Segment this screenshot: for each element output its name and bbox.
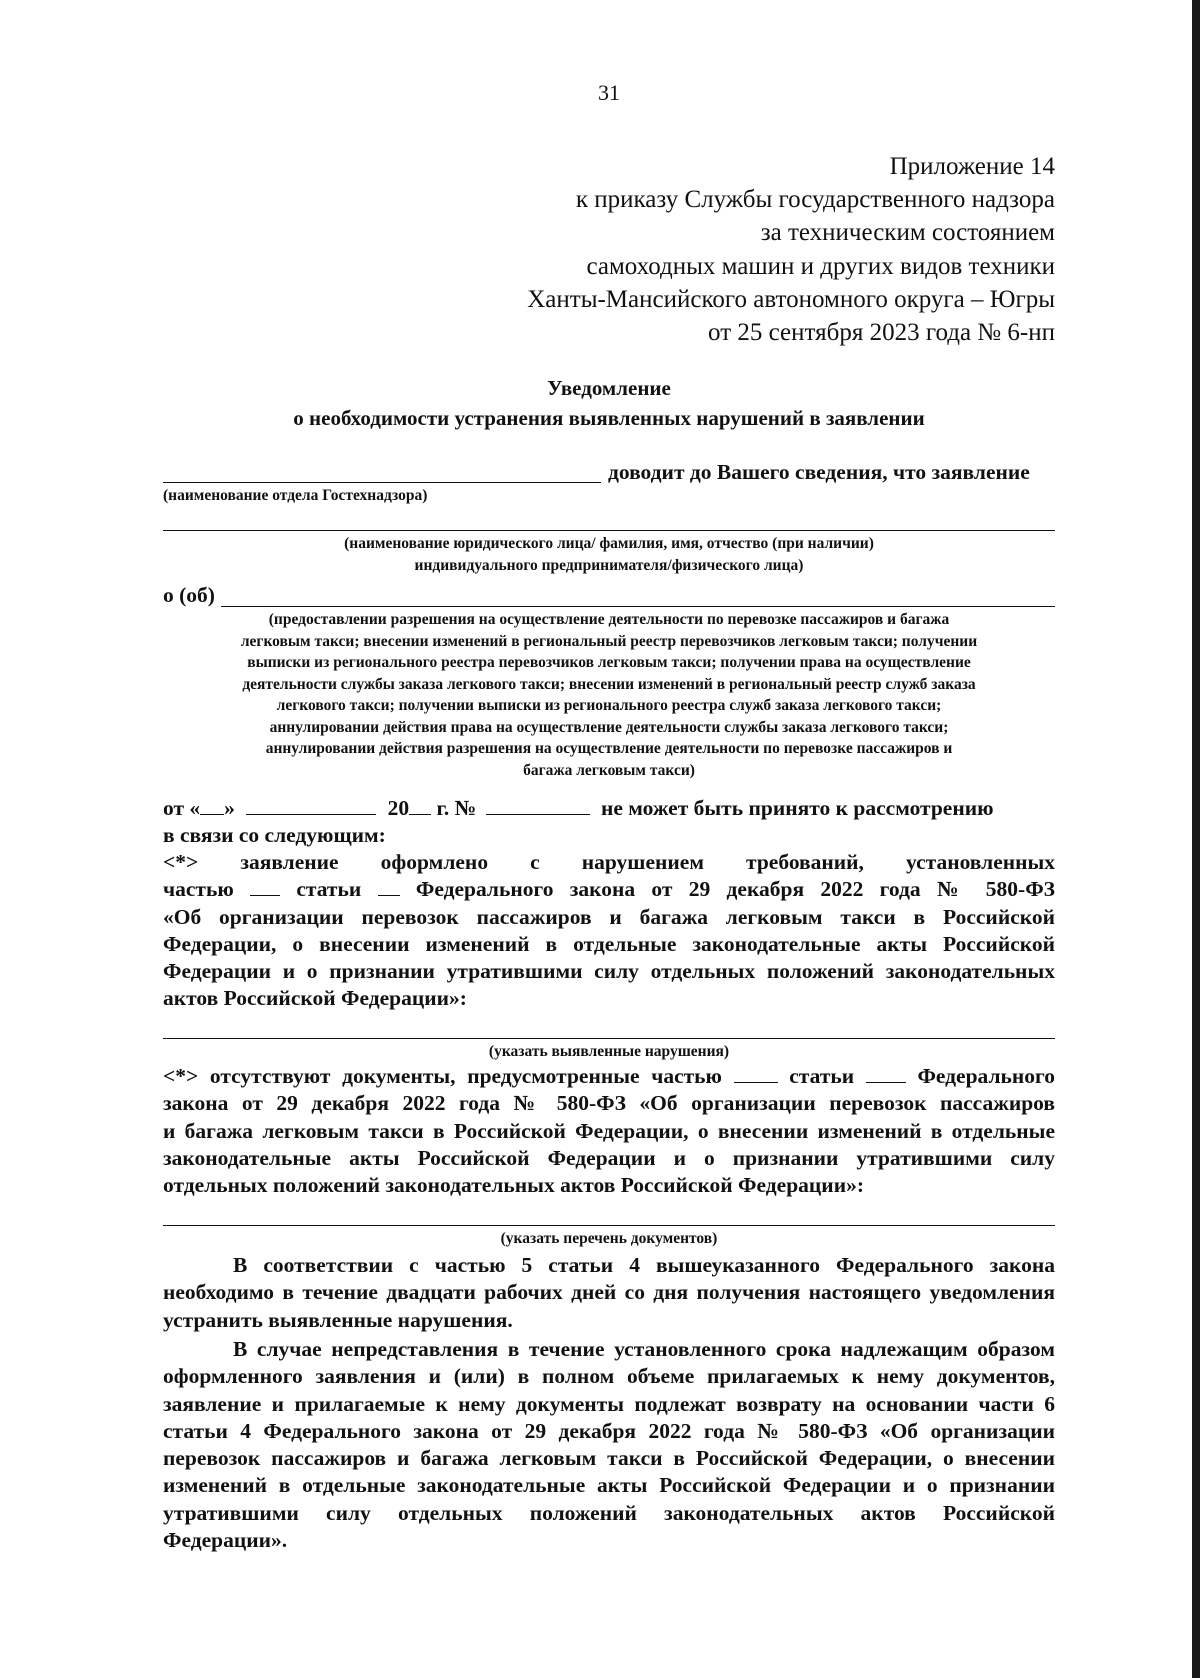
appendix-line: от 25 сентября 2023 года № 6-нп xyxy=(708,319,1055,347)
title-line: о необходимости устранения выявленных нарушений в заявлении xyxy=(293,406,925,430)
appendix-header xyxy=(355,150,1055,349)
part-blank xyxy=(734,1064,778,1083)
return-line-7: утратившими силу отдельных положений законодательных актов Российской xyxy=(163,1500,1055,1525)
return-paragraph xyxy=(163,1336,1055,1554)
return-line-2: оформленного заявления и (или) в полном объеме прилагаемых к нему документов, xyxy=(163,1364,1055,1389)
missing-docs-prefix: <*> отсутствуют документы, предусмотренные частью xyxy=(163,1064,722,1088)
year-blank xyxy=(409,796,431,815)
word: нарушением xyxy=(581,850,704,874)
missing-docs-line-4: законодательные акты Российской Федерации и о признании утратившими силу xyxy=(163,1145,1055,1170)
return-line-5: перевозок пассажиров и багажа легковым такси в Российской Федерации, о внесении xyxy=(163,1446,1055,1471)
appendix-line: самоходных машин и других видов техники xyxy=(586,252,1055,280)
documents-blank xyxy=(163,1225,1055,1226)
violation-line-5: Федерации и о признании утратившими силу отдельных положений законодательных xyxy=(163,959,1055,984)
document-title xyxy=(163,373,1055,433)
dept-name-blank xyxy=(163,482,601,483)
law-word: Федерального xyxy=(917,1064,1055,1088)
applicant-name-blank xyxy=(163,530,1055,531)
number-label: г. № xyxy=(436,796,477,820)
part-blank xyxy=(250,877,280,896)
title-line: Уведомление xyxy=(547,376,671,400)
subject-caption-line: легковым такси; внесении изменений в региональный реестр перевозчиков легковым такси; получении xyxy=(240,632,978,650)
word: <*> xyxy=(163,850,199,874)
article-word: статьи xyxy=(789,1064,855,1088)
missing-docs-line-5: отдельных положений законодательных актов Российской Федерации»: xyxy=(163,1173,864,1198)
violation-line-1 xyxy=(163,849,1055,876)
word: оформлено xyxy=(380,850,489,874)
subject-caption-line: багажа легковым такси) xyxy=(523,761,695,779)
term-line-3: устранить выявленные нарушения. xyxy=(163,1307,513,1332)
date-line xyxy=(163,795,1055,822)
subject-caption-line: аннулировании действия права на осуществление деятельности службы заказа легкового такси; xyxy=(269,718,949,736)
appendix-line: Ханты-Мансийского автономного округа – Югры xyxy=(527,285,1055,313)
month-blank xyxy=(246,796,376,815)
about-prefix: о (об) xyxy=(163,583,215,607)
article-word: статьи xyxy=(296,877,362,902)
law-reference: Федерального закона от 29 декабря 2022 года № 580-ФЗ xyxy=(415,877,1055,902)
missing-docs-line-2: закона от 29 декабря 2022 года № 580-ФЗ «Об организации перевозок пассажиров xyxy=(163,1091,1055,1116)
return-line-6: изменений в отдельные законодательные акты Российской Федерации и о признании xyxy=(163,1473,1055,1498)
violation-line-3: «Об организации перевозок пассажиров и багажа легковым такси в Российской xyxy=(163,904,1055,929)
word: требований, xyxy=(746,850,864,874)
scan-edge xyxy=(1192,0,1200,1678)
return-line-1: В случае непредставления в течение установленного срока надлежащим образом xyxy=(233,1337,1055,1361)
word: установленных xyxy=(906,850,1055,874)
date-open: от « xyxy=(163,796,201,820)
day-blank xyxy=(200,796,224,815)
subject-caption xyxy=(163,609,1055,781)
date-close: » xyxy=(224,796,235,820)
violations-caption: (указать выявленные нарушения) xyxy=(488,1043,730,1060)
subject-caption-line: деятельности службы заказа легкового такси; внесении изменений в региональный реестр служб заказа xyxy=(242,675,976,693)
year-prefix: 20 xyxy=(387,796,410,820)
subject-caption-line: (предоставлении разрешения на осуществление деятельности по перевозке пассажиров и багажа xyxy=(268,611,950,628)
term-line-2: необходимо в течение двадцати рабочих дней со дня получения настоящего уведомления xyxy=(163,1280,1055,1305)
subject-caption-line: выписки из регионального реестра перевозчиков легковым такси; получении права на осуществление xyxy=(247,654,971,671)
appendix-line: за техническим состоянием xyxy=(760,219,1055,247)
violation-line-6: актов Российской Федерации»: xyxy=(163,986,467,1011)
applicant-caption-line: (наименование юридического лица/ фамилия, имя, отчество (при наличии) xyxy=(344,535,874,552)
document-page xyxy=(163,0,1055,1678)
applicant-caption xyxy=(163,533,1055,576)
term-line-1: В соответствии с частью 5 статьи 4 вышеуказанного Федерального закона xyxy=(233,1253,1055,1277)
docs-caption: (указать перечень документов) xyxy=(500,1230,718,1247)
return-line-4: статьи 4 Федерального закона от 29 декабря 2022 года № 580-ФЗ «Об организации xyxy=(163,1418,1055,1443)
article-blank xyxy=(378,877,400,896)
violation-line-4: Федерации, о внесении изменений в отдельные законодательные акты Российской xyxy=(163,931,1055,956)
return-line-3: заявление и прилагаемые к нему документы подлежат возврату на основании части 6 xyxy=(163,1391,1055,1416)
subject-caption-line: аннулировании действия разрешения на осуществление деятельности по перевозке пассажиров и xyxy=(265,740,953,757)
return-line-8: Федерации». xyxy=(163,1528,288,1553)
part-word: частью xyxy=(163,877,234,902)
violation-paragraph xyxy=(163,849,1055,1013)
missing-docs-paragraph xyxy=(163,1063,1055,1199)
appendix-line: Приложение 14 xyxy=(889,153,1055,180)
rejection-text: не может быть принято к рассмотрению xyxy=(600,796,994,820)
appendix-line: к приказу Службы государственного надзора xyxy=(575,186,1055,214)
reason-intro: в связи со следующим: xyxy=(163,823,386,847)
violations-blank xyxy=(163,1038,1055,1039)
article-blank xyxy=(866,1064,906,1083)
number-blank xyxy=(486,796,590,815)
missing-docs-line-1 xyxy=(163,1063,1055,1090)
violation-line-2 xyxy=(163,876,1055,903)
notify-text: доводит до Вашего сведения, что заявление xyxy=(608,460,1030,484)
subject-caption-line: легкового такси; получении выписки из регионального реестра служб заказа легкового такси; xyxy=(276,697,942,714)
dept-caption: (наименование отдела Гостехнадзора) xyxy=(163,487,428,504)
word: заявление xyxy=(240,850,339,874)
term-paragraph xyxy=(163,1252,1055,1334)
subject-blank xyxy=(221,606,1055,607)
applicant-caption-line: индивидуального предпринимателя/физического лица) xyxy=(414,556,804,574)
page-number: 31 xyxy=(598,80,620,105)
word: с xyxy=(530,850,540,874)
missing-docs-line-3: и багажа легковым такси в Российской Федерации, о внесении изменений в отдельные xyxy=(163,1118,1055,1143)
